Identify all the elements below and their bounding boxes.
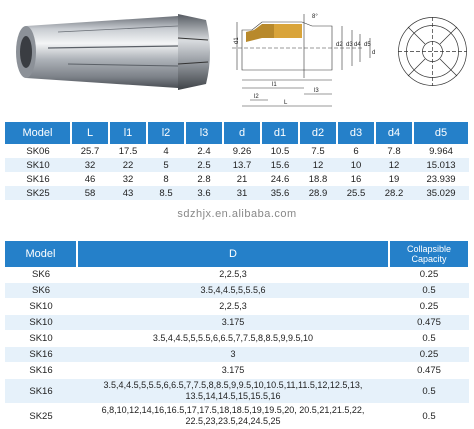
cell: 21 <box>236 173 248 185</box>
table-row <box>5 267 469 283</box>
cell-d <box>77 379 389 404</box>
table-row <box>5 283 469 299</box>
cell: 24.6 <box>270 173 290 185</box>
cell: 28.9 <box>299 186 337 200</box>
cell: 31 <box>223 186 261 200</box>
cell-capacity: 0.25 <box>389 267 469 283</box>
cell: 2.8 <box>197 173 211 185</box>
header-cap-line2: Capacity <box>411 254 447 264</box>
cell-model: SK6 <box>5 283 77 299</box>
cell-d-line2: 22.5,23,23.5,24,24.5,25 <box>185 416 281 426</box>
cell-capacity: 0.25 <box>389 347 469 363</box>
label-l1: l1 <box>272 82 277 88</box>
capacity-table <box>5 241 470 429</box>
table-row <box>5 158 469 172</box>
cell: 4 <box>163 145 169 157</box>
table-row <box>5 186 469 200</box>
cell-d-line1: 3.5,4,4.5,5,5.5,6,6.5,7,7.5,8,8.5,9,9.5,10 <box>152 333 314 343</box>
cell-capacity: 0.5 <box>389 283 469 299</box>
cell: 35.6 <box>261 186 299 200</box>
cell: 22 <box>109 158 147 172</box>
cell: 46 <box>84 173 96 185</box>
cell: 43 <box>109 186 147 200</box>
cell: 8.5 <box>147 186 185 200</box>
header-d1: d1 <box>261 122 299 144</box>
cell: 3.6 <box>185 186 223 200</box>
label-l3: l3 <box>314 88 319 94</box>
cell-model: SK6 <box>5 267 77 283</box>
cell: 10 <box>337 158 375 172</box>
cell-d-line1: 3.175 <box>221 317 245 327</box>
cell: 25.7 <box>80 145 100 157</box>
cell-d-line1: 6,8,10,12,14,16,16.5,17,17.5,18,18.5,19,19.5,20, 20.5,21,21.5,22, <box>101 405 365 415</box>
cell-model: SK25 <box>5 404 77 429</box>
cell-d <box>77 331 389 347</box>
cell: 8 <box>163 173 169 185</box>
cell: 25.5 <box>337 186 375 200</box>
cell: 35.029 <box>413 186 469 200</box>
watermark: sdzhjx.en.alibaba.com <box>177 208 297 220</box>
cell: 18.8 <box>308 173 328 185</box>
cell: 7.8 <box>387 145 401 157</box>
cell-d <box>77 404 389 429</box>
cell-model: SK10 <box>5 331 77 347</box>
label-d: d <box>372 50 376 56</box>
technical-drawing <box>232 8 392 108</box>
cell-capacity: 0.5 <box>389 331 469 347</box>
cell-d-line1: 3.5,4,4.5,5,5.5,6 <box>200 285 266 295</box>
cell-d <box>77 363 389 379</box>
cell-d <box>77 267 389 283</box>
cell: 12 <box>299 158 337 172</box>
cell-d <box>77 283 389 299</box>
cell: 10.5 <box>270 145 290 157</box>
cell: 5 <box>147 158 185 172</box>
table-row <box>5 315 469 331</box>
cell: SK06 <box>26 145 50 157</box>
header-model: Model <box>5 241 77 267</box>
cell: 2.5 <box>185 158 223 172</box>
header-d4: d4 <box>375 122 413 144</box>
capacity-table-header <box>5 241 469 267</box>
cell: 2.4 <box>197 145 211 157</box>
collet-photo <box>8 8 218 96</box>
table-row <box>5 144 469 158</box>
cell-model: SK10 <box>5 299 77 315</box>
cell: 6 <box>353 145 359 157</box>
header-cap-line1: Collapsible <box>406 244 452 254</box>
cell-capacity: 0.5 <box>389 379 469 404</box>
label-l2: l2 <box>254 94 259 100</box>
table-row <box>5 363 469 379</box>
cell-d-line1: 3.5,4,4.5,5,5.5,6,6.5,7,7.5,8,8.5,9,9.5,10,10.5,11,11.5,12,12.5,13, <box>103 380 363 390</box>
cell: 15.6 <box>261 158 299 172</box>
header-d5: d5 <box>413 122 469 144</box>
cell: 16 <box>350 173 362 185</box>
label-d2: d2 <box>336 42 343 48</box>
header-l1: l1 <box>109 122 147 144</box>
table-row <box>5 404 469 429</box>
cell-model: SK16 <box>5 379 77 404</box>
label-d4: d4 <box>354 42 361 48</box>
cell-capacity: 0.475 <box>389 315 469 331</box>
collet-end-view <box>395 14 470 89</box>
cell-capacity: 0.475 <box>389 363 469 379</box>
cell-model: SK16 <box>5 363 77 379</box>
cell: SK10 <box>5 158 71 172</box>
spec-table <box>5 122 470 200</box>
cell-d <box>77 315 389 331</box>
table-row <box>5 347 469 363</box>
cell-d-line1: 2,2.5,3 <box>219 269 247 279</box>
cell: 19 <box>388 173 400 185</box>
cell-d <box>77 347 389 363</box>
cell: SK16 <box>26 173 50 185</box>
cell-capacity: 0.5 <box>389 404 469 429</box>
table-row <box>5 331 469 347</box>
cell-model: SK16 <box>5 347 77 363</box>
cell: 15.013 <box>413 158 469 172</box>
cell: 13.7 <box>223 158 261 172</box>
header-l2: l2 <box>147 122 185 144</box>
header-model: Model <box>5 122 71 144</box>
cell: 9.964 <box>429 145 453 157</box>
header-collapsible-capacity <box>389 241 469 267</box>
cell: 32 <box>122 173 134 185</box>
cell-capacity: 0.25 <box>389 299 469 315</box>
label-d1: d1 <box>234 37 240 44</box>
spec-table-header <box>5 122 469 144</box>
header-d: d <box>223 122 261 144</box>
header-l3: l3 <box>185 122 223 144</box>
table-row <box>5 379 469 404</box>
cell-d-line1: 3 <box>230 349 236 359</box>
cell: 9.26 <box>232 145 252 157</box>
cell-d-line1: 2,2.5,3 <box>219 301 247 311</box>
cell: SK25 <box>5 186 71 200</box>
header-L: L <box>71 122 109 144</box>
cell-d-line2: 13.5,14,14.5,15,15.5,16 <box>185 391 281 401</box>
table-row <box>5 299 469 315</box>
header-d3: d3 <box>337 122 375 144</box>
table-row <box>5 172 469 186</box>
label-d5: d5 <box>364 42 371 48</box>
label-L: L <box>284 100 288 106</box>
cell: 12 <box>375 158 413 172</box>
label-d3: d3 <box>346 42 353 48</box>
cell: 7.5 <box>311 145 325 157</box>
header-d2: d2 <box>299 122 337 144</box>
cell: 32 <box>71 158 109 172</box>
cell-d-line1: 3.175 <box>221 365 245 375</box>
cell: 23.939 <box>426 173 456 185</box>
cell: 17.5 <box>118 145 138 157</box>
cell-model: SK10 <box>5 315 77 331</box>
cell: 28.2 <box>375 186 413 200</box>
cell-d <box>77 299 389 315</box>
header-d: D <box>77 241 389 267</box>
cell: 58 <box>71 186 109 200</box>
label-angle: 8° <box>312 14 318 20</box>
